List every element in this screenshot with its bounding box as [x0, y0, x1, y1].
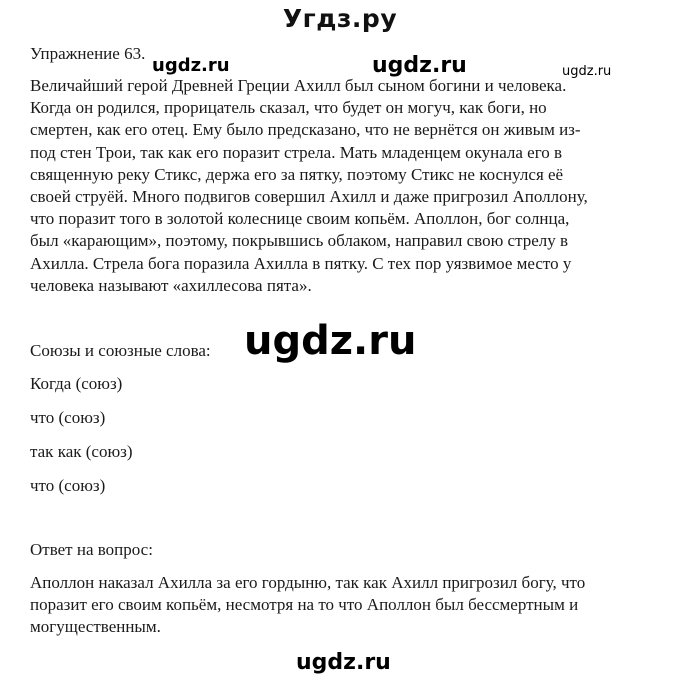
site-title: Угдз.ру — [282, 4, 398, 33]
story-line: что поразит того в золотой колеснице своим копьём. Аполлон, бог солнца, — [30, 209, 570, 229]
exercise-title: Упражнение 63. — [30, 44, 146, 63]
watermark: ugdz.ru — [296, 650, 391, 675]
story-line: Когда он родился, прорицатель сказал, что будет он могуч, как боги, но — [30, 98, 547, 118]
watermark: ugdz.ru — [152, 55, 230, 76]
story-line: под стен Трои, так как его поразит стрела. Мать младенцем окунала его в — [30, 142, 563, 162]
story-line: Ахилла. Стрела бога поразила Ахилла в пятку. С тех пор уязвимое место у — [30, 253, 572, 273]
conjunction-item: Когда (союз) — [30, 374, 123, 393]
answer-line: могущественным. — [30, 617, 161, 637]
conjunction-item: так как (союз) — [30, 442, 133, 461]
story-line: человека называют «ахиллесова пята». — [30, 275, 312, 295]
conjunctions-label: Союзы и союзные слова: — [30, 341, 211, 360]
story-line: был «карающим», поэтому, покрывшись облаком, направил свою стрелу в — [30, 231, 569, 251]
answer-label: Ответ на вопрос: — [30, 540, 153, 559]
conjunction-item: что (союз) — [30, 476, 106, 495]
story-line: своей струёй. Много подвигов совершил Ахилл и даже пригрозил Аполлону, — [30, 187, 588, 207]
story-line: священную реку Стикс, держа его за пятку, поэтому Стикс не коснулся её — [30, 164, 564, 184]
watermark: ugdz.ru — [562, 64, 612, 79]
watermark: ugdz.ru — [372, 53, 467, 78]
story-line: Величайший герой Древней Греции Ахилл был сыном богини и человека. — [30, 76, 567, 95]
story-paragraph — [30, 75, 630, 297]
answer-line: Аполлон наказал Ахилла за его гордыню, так как Ахилл пригрозил богу, что — [30, 573, 586, 592]
watermark: ugdz.ru — [244, 318, 417, 364]
conjunctions-list — [30, 372, 133, 508]
conjunction-item: что (союз) — [30, 408, 106, 427]
answer-paragraph — [30, 572, 630, 639]
story-line: смертен, как его отец. Ему было предсказано, что не вернётся он живым из- — [30, 120, 581, 140]
answer-line: поразит его своим копьём, несмотря на то что Аполлон был бессмертным и — [30, 595, 579, 615]
